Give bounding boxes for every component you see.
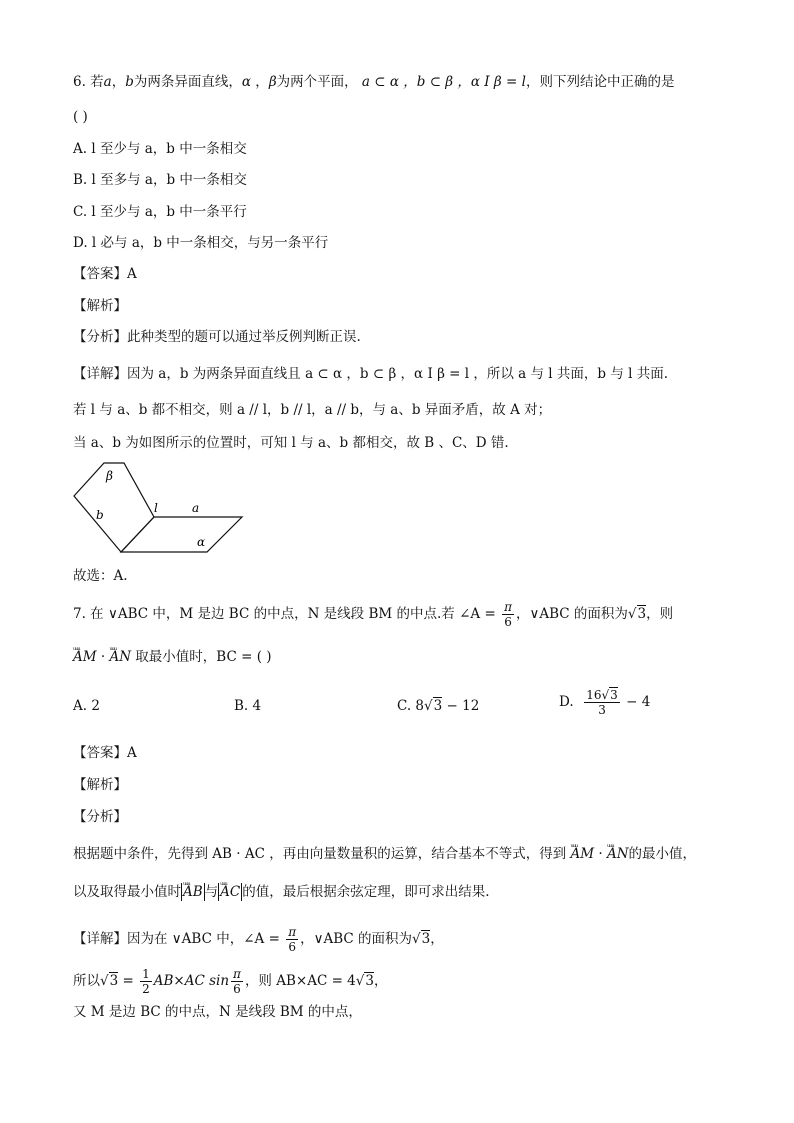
vector-ac: ᵤᵤᵤ AC xyxy=(220,883,240,901)
q7-optd-num-rad: 3 xyxy=(610,688,618,702)
sqrt-3: 3 xyxy=(637,606,647,622)
q7-xj-l1-mid: ，∨ABC 的面积为 xyxy=(300,931,413,947)
dot: · xyxy=(96,649,110,665)
q6-stem-cond: a ⊂ α ，b ⊂ β ，α I β = l xyxy=(361,74,526,90)
sqrt-3: 3 xyxy=(365,973,374,989)
q7-stem-line2 xyxy=(73,648,272,666)
q7-answer xyxy=(73,744,137,762)
frac-num: π xyxy=(504,600,512,614)
q6-paren: ( ) xyxy=(73,109,88,125)
q6-stem-c2: ， xyxy=(251,74,269,90)
frac-den: 3 xyxy=(598,703,606,717)
q7-option-a: A. 2 xyxy=(73,698,100,714)
frac-num: π xyxy=(233,967,241,981)
q7-xj-label: 【详解】 xyxy=(73,931,127,947)
q6-answer-value: A xyxy=(127,266,137,282)
q6-stem-tail: ，则下列结论中正确的是 xyxy=(525,74,675,90)
q7-option-c: C. 8√3 − 12 xyxy=(397,698,480,714)
q6-xiangjie-text: 因为 a，b 为两条异面直线且 a ⊂ α ，b ⊂ β ，α I β = l ，所以 a 与 l 共面，b 与 l 共面. xyxy=(127,366,669,382)
q6-option-a: A. l 至少与 a，b 中一条相交 xyxy=(73,141,247,157)
q7-analysis-label: 【解析】 xyxy=(73,777,127,793)
q6-stem xyxy=(73,73,674,91)
q6-fenxi-text: 此种类型的题可以通过举反例判断正误. xyxy=(127,329,361,345)
q7-answer-value: A xyxy=(127,745,137,761)
frac-den: 6 xyxy=(504,615,512,629)
q7-fenxi-label: 【分析】 xyxy=(73,809,127,825)
label-b: b xyxy=(96,508,104,522)
vector-am: ᵤᵤᵤ AM xyxy=(571,845,595,863)
q6-line2: 若 l 与 a、b 都不相交，则 a // l，b // l，a // b，与 a、b 异面矛盾，故 A 对； xyxy=(73,402,552,418)
q6-line3: 当 a、b 为如图所示的位置时，可知 l 与 a、b 都相交，故 B 、C、D 错. xyxy=(73,435,509,451)
q7-xj-l2-post: ，则 AB×AC = 4 xyxy=(244,973,356,989)
label-alpha: α xyxy=(197,535,206,549)
q7-yu: 与 xyxy=(204,884,219,900)
q7-xj-l1-end: ， xyxy=(430,931,444,947)
q6-stem-pre: 6. 若 xyxy=(73,74,104,90)
plane-beta-outline xyxy=(74,463,154,552)
q7-xiangjie-line2: 所以√3 = $\frac{1}{2}$ AB×AC sin $\frac{\pi}{6}$ ，则 AB×AC = 4√3， xyxy=(73,967,388,996)
q7-option-d xyxy=(559,688,650,717)
q6-xiangjie-label: 【详解】 xyxy=(73,366,127,382)
q6-option-c: C. l 至少与 a，b 中一条平行 xyxy=(73,204,247,220)
frac-den: 6 xyxy=(288,940,296,954)
q7-optc-pre: C. 8 xyxy=(397,698,425,714)
q7-xj-l2-pre: 所以 xyxy=(73,973,100,989)
q7-fenxi-l1-pre: 根据题中条件，先得到 AB · AC ，再由向量数量积的运算，结合基本不等式，得到 xyxy=(73,846,567,862)
q7-answer-label: 【答案】 xyxy=(73,745,127,761)
q7-fenxi-l2-post: 的值，最后根据余弦定理，即可求出结果. xyxy=(242,884,490,900)
frac-pi-over-6 xyxy=(231,967,243,996)
q6-xiangjie xyxy=(73,365,668,383)
frac-num: 1 xyxy=(142,967,150,981)
q7-fenxi-line2 xyxy=(73,883,490,901)
q7-xiangjie-line1: 【详解】因为在 ∨ABC 中，∠A = $\frac{\pi}{6}$ ，∨ABC 的面积为√3， xyxy=(73,925,444,954)
q7-fenxi-l2-pre: 以及取得最小值时 xyxy=(73,884,181,900)
frac-pi-over-6 xyxy=(502,600,514,629)
q6-conclusion: 故选：A. xyxy=(73,568,128,584)
frac-den: 2 xyxy=(142,982,150,996)
q6-stem-comma: ， xyxy=(111,74,126,90)
q6-stem-alpha: α xyxy=(241,74,252,90)
q7-stem1-end: ，则 xyxy=(646,606,674,622)
q7-optd-num-pre: 16 xyxy=(586,688,602,702)
q6-answer-label: 【答案】 xyxy=(73,266,127,282)
q6-stem-a: a xyxy=(103,74,112,90)
q7-optd-pre: D. xyxy=(559,694,574,710)
frac-den: 6 xyxy=(233,982,241,996)
q7-option-b: B. 4 xyxy=(234,698,262,714)
q6-option-b: B. l 至多与 a，b 中一条相交 xyxy=(73,172,247,188)
frac-one-half xyxy=(140,967,152,996)
vector-am: ᵤᵤᵤ AM xyxy=(73,648,97,666)
q7-optc-rad: 3 xyxy=(433,698,443,714)
sqrt-3: 3 xyxy=(109,973,119,989)
frac-num: 16√3 xyxy=(586,688,618,702)
q7-xj-l2-eq: = xyxy=(118,973,139,989)
sqrt-3: 3 xyxy=(421,931,431,947)
q6-option-d: D. l 必与 a，b 中一条相交，与另一条平行 xyxy=(73,235,329,251)
q7-optd-post: − 4 xyxy=(621,694,651,710)
q6-stem-b: b xyxy=(125,74,134,90)
q7-stem2: 取最小值时，BC = ( ) xyxy=(131,649,272,665)
q7-xiangjie-line3: 又 M 是边 BC 的中点，N 是线段 BM 的中点， xyxy=(73,1004,362,1020)
q6-stem-mid: 为两条异面直线， xyxy=(133,74,242,90)
abs-ab xyxy=(181,883,205,901)
q6-fenxi-label: 【分析】 xyxy=(73,329,127,345)
q6-stem-planes: 为两个平面， xyxy=(276,74,358,90)
q7-xj-l2-mid: AB×AC sin xyxy=(153,973,230,989)
q7-fenxi-line1 xyxy=(73,845,696,863)
frac-num: π xyxy=(288,925,297,939)
q6-stem-beta: β xyxy=(268,74,277,90)
frac-16sqrt3-over-3 xyxy=(584,688,620,717)
q6-fenxi xyxy=(73,328,361,346)
q7-fenxi-l1-post: 的最小值， xyxy=(628,846,697,862)
q7-xj-l2-end: ， xyxy=(373,973,388,989)
q6-answer xyxy=(73,265,137,283)
q7-stem1-post: ，∨ABC 的面积为 xyxy=(515,606,628,622)
q6-analysis-label: 【解析】 xyxy=(73,298,127,314)
label-beta: β xyxy=(106,469,113,483)
q7-xj-l1-pre: 因为在 ∨ABC 中，∠A = xyxy=(127,931,280,947)
q7-optc-post: − 12 xyxy=(442,698,480,714)
plane-alpha-outline xyxy=(121,517,242,552)
q7-stem1-pre: 7. 在 ∨ABC 中，M 是边 BC 的中点，N 是线段 BM 的中点.若 ∠A = xyxy=(73,606,496,622)
vector-an: ᵤᵤᵤ AN xyxy=(607,845,629,863)
vector-ab: ᵤᵤᵤ AB xyxy=(183,883,203,901)
frac-pi-over-6 xyxy=(286,925,298,954)
vector-an: ᵤᵤᵤ AN xyxy=(109,648,131,666)
q7-stem-line1: 7. 在 ∨ABC 中，M 是边 BC 的中点，N 是线段 BM 的中点.若 ∠A = $\frac{\pi}{6}$ ，∨ABC 的面积为√3，则 xyxy=(73,600,674,629)
label-l: l xyxy=(154,501,158,515)
abs-ac xyxy=(218,883,242,901)
dot: · xyxy=(594,846,607,862)
q6-figure xyxy=(66,456,252,560)
label-a: a xyxy=(192,501,200,515)
